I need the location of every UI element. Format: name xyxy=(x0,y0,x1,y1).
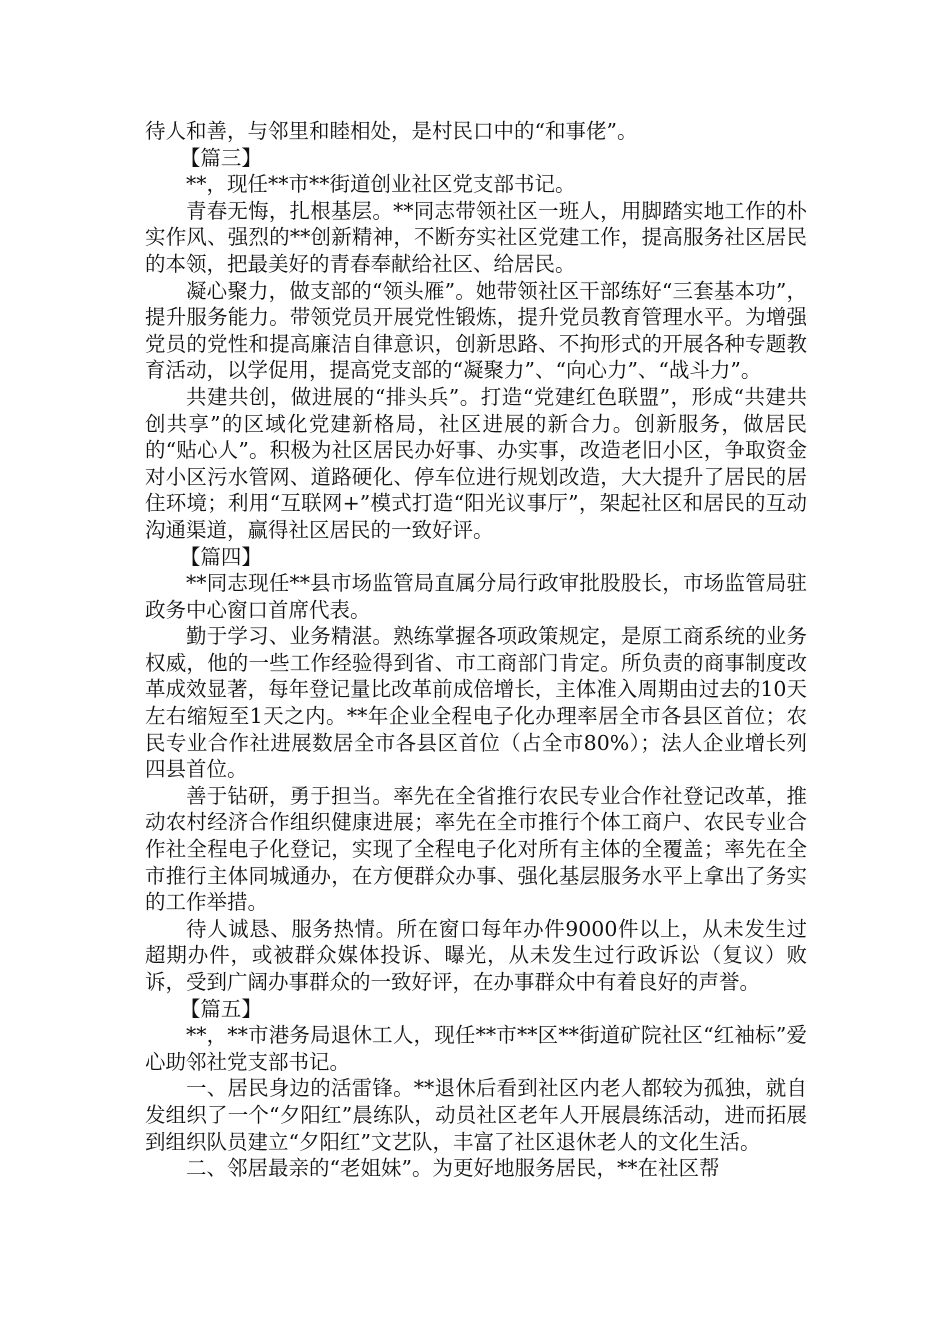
paragraph: 共建共创，做进展的“排头兵”。打造“党建红色联盟”，形成“共建共创共享”的区域化党建新格局，社区进展的新合力。创新服务，做居民的“贴心人”。积极为社区居民办好事、办实事，改造老旧小区，争取资金对小区污水管网、道路硬化、停车位进行规划改造，大大提升了居民的居住环境；利用“互联网+”模式打造“阳光议事厅”，架起社区和居民的互动沟通渠道，赢得社区居民的一致好评。 xyxy=(145,384,807,542)
paragraph: 青春无悔，扎根基层。**同志带领社区一班人，用脚踏实地工作的朴实作风、强烈的**创新精神，不断夯实社区党建工作，提高服务社区居民的本领，把最美好的青春奉献给社区、给居民。 xyxy=(145,198,807,276)
document-page xyxy=(145,118,807,1182)
section-heading-5: 【篇五】 xyxy=(179,996,262,1021)
paragraph: **，现任**市**街道创业社区党支部书记。 xyxy=(186,172,576,197)
paragraph: **同志现任**县市场监管局直属分局行政审批股股长，市场监管局驻政务中心窗口首席代表。 xyxy=(145,571,807,622)
section-heading-3: 【篇三】 xyxy=(179,145,262,170)
paragraph: 待人诚恳、服务热情。所在窗口每年办件9000件以上，从未发生过超期办件，或被群众媒体投诉、曝光，从未发生过行政诉讼（复议）败诉，受到广阔办事群众的一致好评，在办事群众中有着良好的声誉。 xyxy=(145,916,807,994)
paragraph: 二、邻居最亲的“老姐妹”。为更好地服务居民，**在社区帮 xyxy=(186,1156,720,1181)
paragraph: 凝心聚力，做支部的“领头雁”。她带领社区干部练好“三套基本功”，提升服务能力。带领党员开展党性锻炼，提升党员教育管理水平。为增强党员的党性和提高廉洁自律意识，创新思路、不拘形式的开展各种专题教育活动，以学促用，提高党支部的“凝聚力”、“向心力”、“战斗力”。 xyxy=(145,278,807,383)
paragraph: 善于钻研，勇于担当。率先在全省推行农民专业合作社登记改革，推动农村经济合作组织健康进展；率先在全市推行个体工商户、农民专业合作社全程电子化登记，实现了全程电子化对所有主体的全覆盖；率先在全市推行主体同城通办，在方便群众办事、强化基层服务水平上拿出了务实的工作举措。 xyxy=(145,783,807,915)
paragraph: 勤于学习、业务精湛。熟练掌握各项政策规定，是原工商系统的业务权威，他的一些工作经验得到省、市工商部门肯定。所负责的商事制度改革成效显著，每年登记量比改革前成倍增长，主体准入周期由过去的10天左右缩短至1天之内。**年企业全程电子化办理率居全市各县区首位；农民专业合作社进展数居全市各县区首位（占全市80%）；法人企业增长列四县首位。 xyxy=(145,624,807,782)
paragraph: 一、居民身边的活雷锋。**退休后看到社区内老人都较为孤独，就自发组织了一个“夕阳红”晨练队，动员社区老年人开展晨练活动，进而拓展到组织队员建立“夕阳红”文艺队，丰富了社区退休老人的文化生活。 xyxy=(145,1076,807,1154)
paragraph: **，**市港务局退休工人，现任**市**区**街道矿院社区“红袖标”爱心助邻社党支部书记。 xyxy=(145,1023,807,1074)
paragraph-continued: 待人和善，与邻里和睦相处，是村民口中的“和事佬”。 xyxy=(145,119,638,143)
section-heading-4: 【篇四】 xyxy=(179,544,262,569)
